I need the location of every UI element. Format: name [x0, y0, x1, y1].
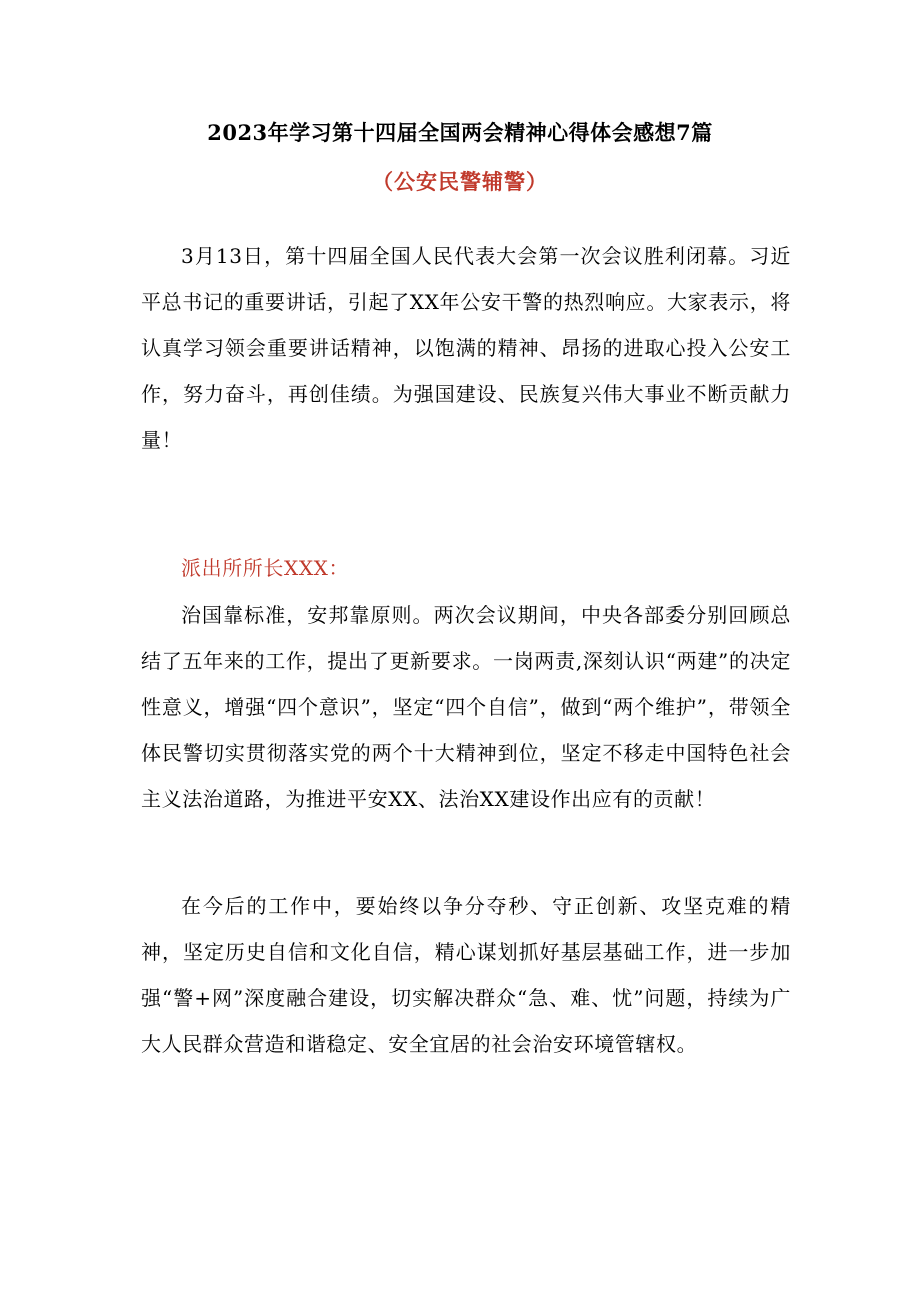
intro-paragraph: 3月13日，第十四届全国人民代表大会第一次会议胜利闭幕。习近平总书记的重要讲话，引起了XX年公安干警的热烈响应。大家表示，将认真学习领会重要讲话精神，以饱满的精神、昂扬的进取心投入公安工作，努力奋斗，再创佳绩。为强国建设、民族复兴伟大事业不断贡献力量！ [141, 244, 791, 452]
section-heading: 派出所所长XXX： [181, 556, 350, 580]
document-subtitle: （公安民警辅警） [372, 169, 548, 194]
section-paragraph: 治国靠标准，安邦靠原则。两次会议期间，中央各部委分别回顾总结了五年来的工作，提出了更新要求。一岗两责,深刻认识“两建”的决定性意义，增强“四个意识”，坚定“四个自信”，做到“两个维护”，带领全体民警切实贯彻落实党的两个十大精神到位，坚定不移走中国特色社会主义法治道路，为推进平安XX、法治XX建设作出应有的贡献！ [141, 603, 791, 811]
section-paragraph: 在今后的工作中，要始终以争分夺秒、守正创新、攻坚克难的精神，坚定历史自信和文化自信，精心谋划抓好基层基础工作，进一步加强“警+网”深度融合建设，切实解决群众“急、难、忧”问题，持续为广大人民群众营造和谐稳定、安全宜居的社会治安环境管辖权。 [141, 894, 791, 1056]
document-title: 2023年学习第十四届全国两会精神心得体会感想7篇 [207, 120, 713, 145]
